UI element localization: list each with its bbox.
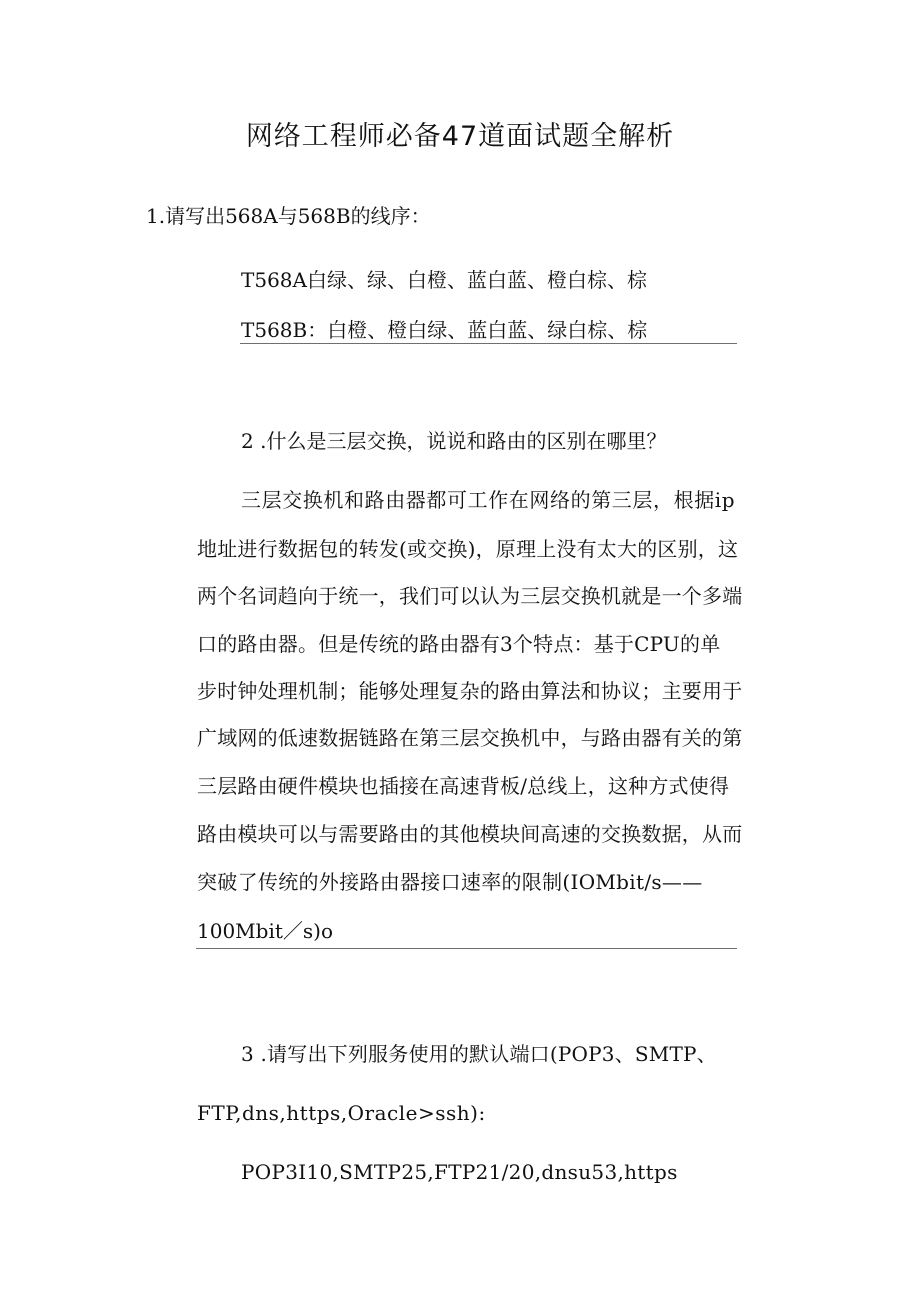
question-3-line-2: FTP,dns,https,Oracle>ssh):	[197, 1101, 486, 1125]
document-title: 网络工程师必备47道面试题全解析	[245, 121, 675, 152]
question-2: 2 .什么是三层交换，说说和路由的区别在哪里？	[241, 429, 667, 453]
answer-2-line-8: 路由模块可以与需要路由的其他模块间高速的交换数据，从而	[197, 822, 743, 846]
answer-2-line-1: 三层交换机和路由器都可工作在网络的第三层，根据ip	[241, 488, 736, 512]
answer-2-line-10: 100Mbit／s)o	[197, 919, 333, 943]
section-divider-1	[240, 343, 737, 344]
answer-2-line-7: 三层路由硬件模块也插接在高速背板/总线上，这种方式使得	[197, 774, 730, 798]
answer-2-line-4: 口的路由器。但是传统的路由器有3个特点：基于CPU的单	[197, 632, 721, 656]
answer-2-line-2: 地址进行数据包的转发(或交换)，原理上没有太大的区别，这	[197, 537, 739, 561]
question-1: 1.请写出568A与568B的线序：	[146, 204, 431, 228]
answer-2-line-3: 两个名词趋向于统一，我们可以认为三层交换机就是一个多端	[197, 584, 743, 608]
answer-3-line-1: POP3I10,SMTP25,FTP21/20,dnsu53,https	[241, 1160, 678, 1184]
section-divider-2	[196, 948, 737, 949]
answer-2-line-5: 步时钟处理机制；能够处理复杂的路由算法和协议；主要用于	[197, 679, 743, 703]
question-3-line-1: 3 .请写出下列服务使用的默认端口(POP3、SMTP、	[241, 1042, 717, 1066]
answer-2-line-6: 广域网的低速数据链路在第三层交换机中，与路由器有关的第	[197, 726, 743, 750]
t568b-sequence: T568B：白橙、橙白绿、蓝白蓝、绿白棕、棕	[241, 318, 648, 342]
answer-2-line-9: 突破了传统的外接路由器接口速率的限制(IOMbit/s——	[197, 870, 703, 894]
t568a-sequence: T568A白绿、绿、白橙、蓝白蓝、橙白棕、棕	[241, 268, 647, 292]
